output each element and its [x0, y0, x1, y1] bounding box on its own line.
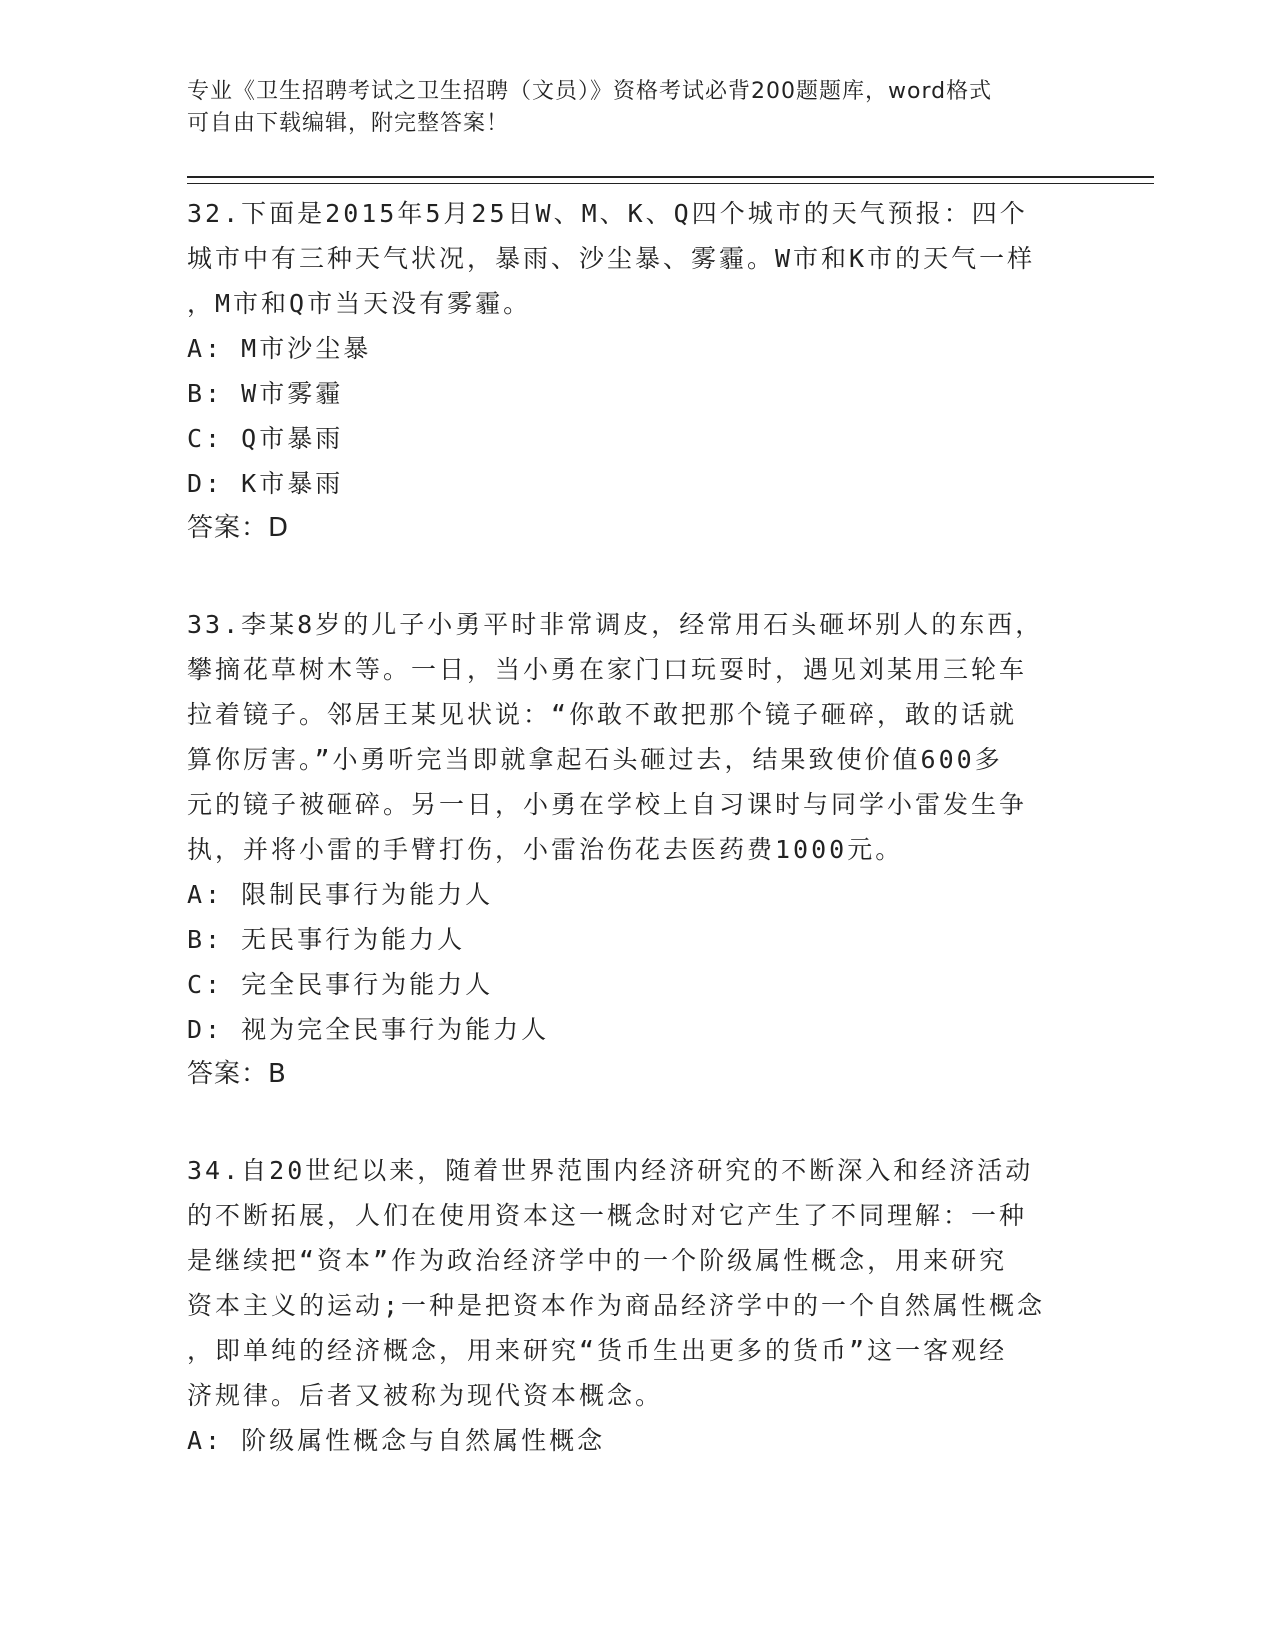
question-list: [187, 191, 1087, 1514]
option-a: A: 阶级属性概念与自然属性概念: [187, 1426, 606, 1455]
question-stem: 32.下面是2015年5月25日W、M、K、Q四个城市的天气预报：四个: [187, 199, 1028, 228]
answer-line: 答案：B: [187, 1059, 287, 1089]
answer-line: 答案：D: [187, 513, 290, 543]
header-divider-thick: [187, 176, 1154, 178]
question-stem: 执，并将小雷的手臂打伤，小雷治伤花去医药费1000元。: [187, 835, 904, 864]
option-c: C: 完全民事行为能力人: [187, 970, 494, 999]
question-stem: 算你厉害。”小勇听完当即就拿起石头砸过去，结果致使价值600多: [187, 745, 1003, 774]
question-stem: ，M市和Q市当天没有雾霾。: [187, 289, 532, 318]
header-line-1: 专业《卫生招聘考试之卫生招聘（文员）》资格考试必背200题题库，word格式: [187, 79, 993, 104]
document-header: [187, 76, 1077, 140]
option-b: B: 无民事行为能力人: [187, 925, 466, 954]
question-stem: 资本主义的运动;一种是把资本作为商品经济学中的一个自然属性概念: [187, 1291, 1046, 1320]
option-b: B: W市雾霾: [187, 379, 344, 408]
question-stem: 拉着镜子。邻居王某见状说：“你敢不敢把那个镜子砸碎，敢的话就: [187, 700, 1018, 729]
question-stem: 是继续把“资本”作为政治经济学中的一个阶级属性概念，用来研究: [187, 1246, 1008, 1275]
option-c: C: Q市暴雨: [187, 424, 344, 453]
option-a: A: 限制民事行为能力人: [187, 880, 494, 909]
question-stem: 34.自20世纪以来，随着世界范围内经济研究的不断深入和经济活动: [187, 1156, 1034, 1185]
question-33: [187, 602, 1087, 1097]
question-34: [187, 1148, 1087, 1463]
question-stem: 城市中有三种天气状况，暴雨、沙尘暴、雾霾。W市和K市的天气一样: [187, 244, 1036, 273]
question-stem: ，即单纯的经济概念，用来研究“货币生出更多的货币”这一客观经: [187, 1336, 1008, 1365]
question-32: [187, 191, 1087, 551]
option-d: D: K市暴雨: [187, 469, 344, 498]
header-line-2: 可自由下载编辑，附完整答案！: [187, 111, 510, 136]
question-stem: 33.李某8岁的儿子小勇平时非常调皮，经常用石头砸坏别人的东西，: [187, 610, 1044, 639]
question-stem: 攀摘花草树木等。一日，当小勇在家门口玩耍时，遇见刘某用三轮车: [187, 655, 1028, 684]
option-d: D: 视为完全民事行为能力人: [187, 1015, 550, 1044]
question-stem: 济规律。后者又被称为现代资本概念。: [187, 1381, 664, 1410]
question-stem: 的不断拓展，人们在使用资本这一概念时对它产生了不同理解：一种: [187, 1201, 1028, 1230]
option-a: A: M市沙尘暴: [187, 334, 372, 363]
question-stem: 元的镜子被砸碎。另一日，小勇在学校上自习课时与同学小雷发生争: [187, 790, 1028, 819]
header-divider-thin: [187, 183, 1154, 184]
